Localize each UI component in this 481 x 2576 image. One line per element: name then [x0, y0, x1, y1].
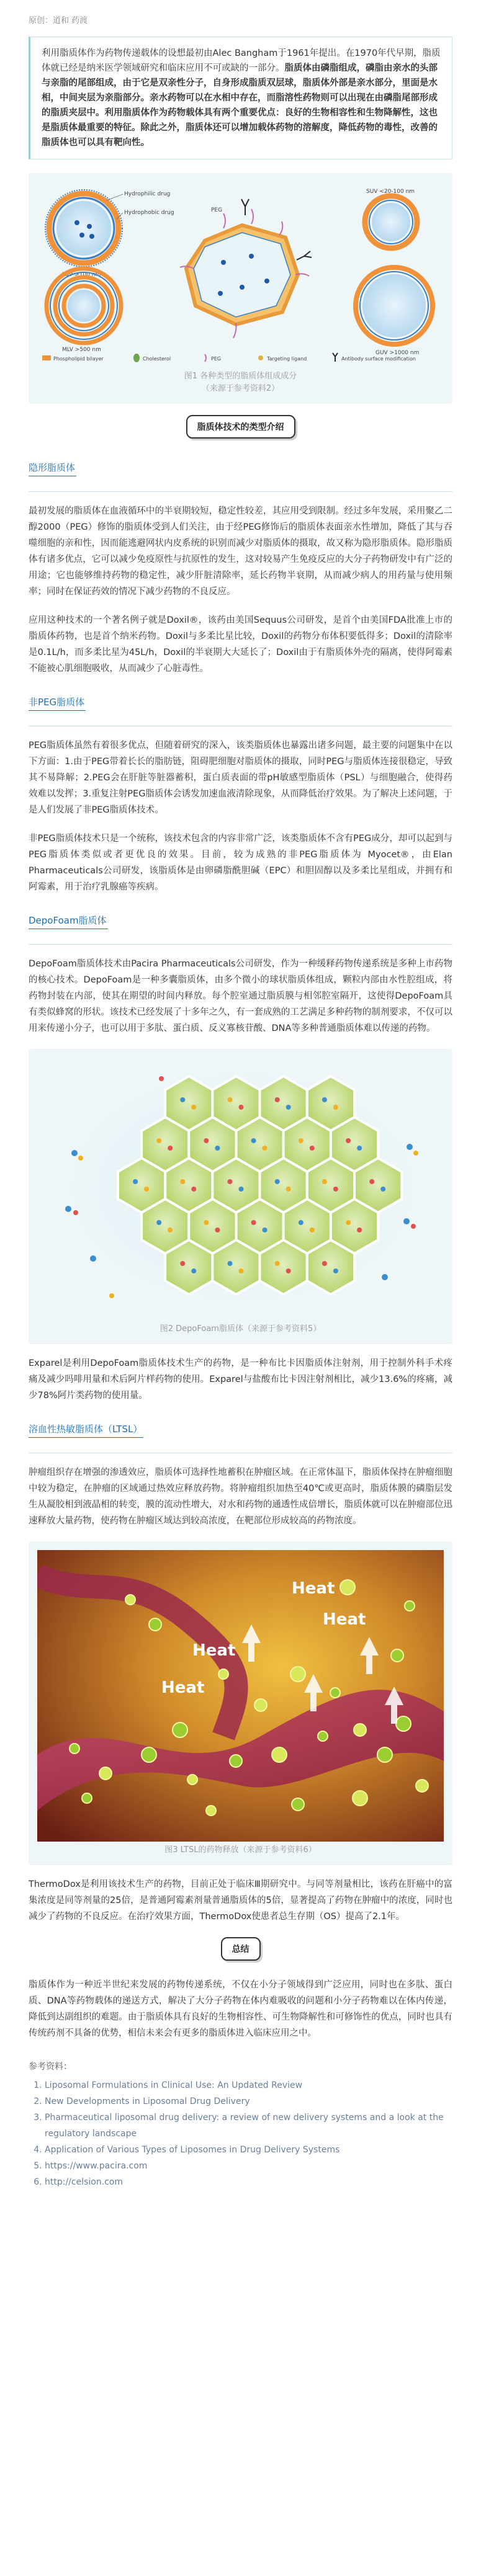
label-luv: LUV >100 nm: [62, 272, 101, 278]
drug-particle: [251, 1138, 256, 1143]
drug-particle: [333, 1268, 338, 1273]
drug-particle: [286, 1105, 291, 1110]
liposome-particle: [173, 1723, 187, 1737]
liposome-particle: [82, 1793, 92, 1803]
drug-particle: [228, 1097, 233, 1102]
drug-particle: [275, 1097, 280, 1102]
depofoam-paragraph-1: DepoFoam脂质体技术由Pacira Pharmaceuticals公司研发，作为一种缓释药物传递系统是多种上市药物的核心技术。DepoFoam是一种多囊脂质体，由多个微小的球状脂质体组成，颗粒内部由水性腔组成，将药物封装在内部，使其在期望的时间内释放。每个腔室通过脂质膜与相邻腔室隔开，这使得DepoFoam具有类似蜂窝的形状。该技术已经发展了十多年之久，有一套成熟的工艺满足多种药物的制剂要求，不仅可以用来传递小分子，也可以用于多肽、蛋白质、反义寡核苷酸、DNA等多种普通脂质体难以传递的药物。: [29, 959, 452, 1033]
luv-liposome: [45, 190, 122, 267]
depofoam-diagram: [37, 1060, 444, 1321]
reference-item[interactable]: 6. http://celsion.com: [45, 2174, 452, 2190]
heat-label: Heat: [192, 1641, 236, 1660]
drug-particle: [263, 1146, 267, 1151]
stealth-paragraph-1: 最初发展的脂质体在血液循环中的半衰期较短，稳定性较差，其应用受到限制。经过多年发展，采用聚乙二醇2000（PEG）修饰的脂质体受到人们关注，由于经PEG修饰后的脂质体表面亲水性增加，降低了其与吞噬细胞的亲和性，因而能逃避网状内皮系统的识别而减少对脂质体的摄取，故又称为隐形脂质体。隐形脂质体有诸多优点，它可以减少免疫原性与抗原性的发生，这对较易产生免疫反应的大分子药物研发中有广泛的用途；它也能够维持药物的稳定性，减少肝脏清除率，延长药物半衰期，从而减少病人的用药量与使用频率；同时在保证药效的情况下减少药物的不良反应。: [29, 506, 452, 597]
drug-particle: [228, 1261, 233, 1266]
drug-particle: [180, 1261, 185, 1266]
summary-paragraph: 脂质体作为一种近半世纪来发展的药物传递系统，不仅在小分子领域得到广泛应用，同时也在多肽、蛋白质、DNA等药物载体的递送方式，解决了大分子药物在体内难吸收的问题和小分子药物难以在体内传递，降低到达副组织的难题。由于脂质体具有良好的生物相容性、可生物降解性和可修饰性的优点，同时也具有传统药剂不具备的优势，相信未来会有更多的脂质体进入临床应用之中。: [29, 1980, 452, 2038]
intro-bold: 脂质体由磷脂组成，磷脂由亲水的头部与亲脂的尾部组成，由于它是双亲性分子，自身形成脂质双层球，脂质体外部是亲水部分，里面是水相，中间夹层为亲脂部分。亲水药物可以在水相中存在，而脂溶性药物则可以出现在由磷脂尾部形成的脂质夹层中。利用脂质体作为药物载体具有两个重要优点：良好的生物相容性和生物降解性，这也是脂质体最重要的特征。除此之外，脂质体还可以增加载体药物的溶解度，降低药物的毒性，改善的脂质体也可以具有靶向性。: [42, 63, 438, 148]
label-guv: GUV >1000 nm: [375, 350, 420, 356]
drug-particle: [204, 1220, 209, 1225]
drug-particle: [322, 1097, 327, 1102]
summary-heading-pill: 总结: [221, 1937, 261, 1961]
liposome-particle: [187, 1775, 197, 1785]
figure-1: [29, 173, 452, 404]
liposome-particle: [354, 1724, 366, 1736]
nonpeg-paragraph-2: 非PEG脂质体技术只是一个统称，该技术包含的内容非常广泛，该类脂质体不含有PEG成分，却可以起到与PEG脂质体类似或者更优良的效果。目前，较为成熟的非PEG脂质体为 Myocet®，由Elan Pharmaceuticals公司研发，该脂质体是由卵磷脂酰胆碱（EPC）和胆固醇以及多柔比星组成，并拥有和阿霉素，用于治疗乳腺癌等疾病。: [29, 834, 452, 892]
drug-particle: [239, 1187, 244, 1192]
reference-item: 4. Application of Various Types of Liposomes in Drug Delivery Systems: [45, 2142, 452, 2158]
label-hydrophilic: Hydrophilic drug: [124, 191, 171, 197]
label-suv: SUV <20-100 nm: [366, 189, 415, 195]
liposome-particle: [254, 1699, 267, 1711]
drug-particle: [239, 1105, 244, 1110]
figure-3: [29, 1541, 452, 1865]
drug-particle: [191, 1187, 196, 1192]
drug-particle: [180, 1097, 185, 1102]
drug-particle: [275, 1179, 280, 1184]
label-peg-top: PEG: [211, 207, 223, 213]
ltsl-paragraph-2: ThermoDox是利用该技术生产的药物，目前正处于临床Ⅲ期研究中。与同等剂量相比，该药在肝癌中的富集浓度是同等剂量的25倍，是普通阿霉素剂量普通脂质体的5倍，显著提高了药物在肿瘤中的浓度，同时也减少了药物的不良反应。在治疗效果方面，ThermoDox使患者总生存期（OS）提高了2.1年。: [29, 1879, 452, 1922]
drug-particle: [215, 1146, 220, 1151]
drug-particle: [357, 1228, 362, 1232]
heat-label: Heat: [323, 1610, 366, 1629]
depofoam-paragraph-2: Exparel是利用DepoFoam脂质体技术生产的药物，是一种布比卡因脂质体注射剂，用于控制外科手术疼痛及减少吗啡用量和术后阿片样药物的使用。Exparel与盐酸布比卡因注射剂相比，减少13.6%的疼痛，减少78%阿片类药物的使用量。: [29, 1358, 452, 1401]
figure1-caption: [37, 368, 444, 399]
ltsl-diagram: [37, 1550, 444, 1842]
drug-particle: [286, 1268, 291, 1273]
drug-particle: [299, 1138, 303, 1143]
ltsl-paragraph-1: 肿瘤组织存在增强的渗透效应，脂质体可选择性地蓄积在肿瘤区域。在正常体温下，脂质体保持在肿瘤细胞中较为稳定，在肿瘤的区域通过热效应释放药物。将肿瘤组织加热至40℃或更高时，脂质体膜的磷脂层发生从凝胶相到液晶相的转变，膜的流动性增大，对水和药物的通透性成倍增长，脂质体就可以在肿瘤部位迅速释放大量药物，使药物在肿瘤区域达到较高浓度，在靶部位形成较高的药物浓度。: [29, 1468, 452, 1526]
references: [29, 2059, 452, 2190]
legend-ligand: Targeting ligand: [267, 356, 307, 362]
liposome-particle: [353, 1791, 367, 1806]
liposome-particle: [99, 1767, 112, 1780]
section-stealth: [29, 455, 452, 677]
drug-particle: [144, 1187, 149, 1192]
liposome-particle: [70, 1744, 79, 1754]
depofoam-chamber: [260, 1240, 307, 1295]
heat-label: Heat: [161, 1678, 205, 1697]
reference-item: 1. Liposomal Formulations in Clinical Use: An Updated Review: [45, 2077, 452, 2093]
drug-particle: [322, 1261, 327, 1266]
liposome-particle: [396, 1716, 411, 1731]
drug-particle: [251, 1220, 256, 1225]
drug-particle: [263, 1228, 267, 1232]
divider: [29, 491, 452, 492]
liposome-particle: [377, 1747, 392, 1762]
types-heading-wrap: [29, 415, 452, 439]
depofoam-chamber: [212, 1240, 259, 1295]
drug-particle: [156, 1138, 161, 1143]
drug-particle: [357, 1146, 362, 1151]
drug-particle: [380, 1187, 385, 1192]
figure3-caption: 图3 LTSL的药物释放（来源于参考资料6）: [164, 1845, 317, 1855]
drug-particle: [275, 1261, 280, 1266]
drug-particle: [299, 1220, 303, 1225]
drug-particle: [286, 1187, 291, 1192]
liposome-particle: [290, 1667, 305, 1682]
drug-particle: [333, 1187, 338, 1192]
guv-liposome: [356, 267, 433, 344]
drug-particle: [180, 1179, 185, 1184]
mlv-liposome: [47, 269, 121, 343]
drug-particle: [204, 1138, 209, 1143]
drug-particle: [133, 1179, 138, 1184]
stealth-paragraph-2: 应用这种技术的一个著名例子就是Doxil®，该药由美国Sequus公司研发，是首个由美国FDA批准上市的脂质体药物，也是首个纳米药物。Doxil与多柔比星比较，Doxil的药物分布体积要低得多；Doxil的清除率是0.1L/h，而多柔比星为45L/h，Doxil的半衰期大大延长了；Doxil由于有脂质体外壳的隔离，使得阿霉素不能被心肌细胞吸收，从而减少了心脏毒性。: [29, 615, 452, 674]
depofoam-chamber: [307, 1240, 354, 1295]
reference-item[interactable]: 5. https://www.pacira.com: [45, 2158, 452, 2174]
source-line: 原创：道和 药渡: [29, 16, 88, 25]
legend-bilayer: Phospholipid bilayer: [53, 356, 104, 362]
references-title: 参考资料：: [29, 2062, 72, 2072]
drug-particle: [369, 1179, 374, 1184]
liposome-particle: [206, 1806, 216, 1816]
liposome-particle: [218, 1669, 228, 1679]
references-list: [29, 2077, 452, 2190]
section-nonpeg: [29, 689, 452, 895]
drug-particle: [215, 1228, 220, 1232]
liposome-particle: [272, 1747, 287, 1762]
figure1-caption-line2: （来源于参考资料2）: [201, 384, 280, 393]
liposome-particle: [330, 1688, 340, 1698]
liposome-particle: [125, 1595, 135, 1605]
liposome-types-diagram: [37, 182, 444, 368]
label-mlv: MLV >500 nm: [62, 347, 101, 353]
reference-item: 2. New Developments in Liposomal Drug Delivery: [45, 2093, 452, 2110]
figure-2: [29, 1049, 452, 1344]
liposome-particle: [230, 1755, 242, 1767]
figure2-caption: 图2 DepoFoam脂质体（来源于参考资料5）: [160, 1324, 321, 1334]
depofoam-chamber: [165, 1240, 212, 1295]
drug-particle: [191, 1268, 196, 1273]
types-heading-pill: 脂质体技术的类型介绍: [186, 415, 295, 439]
liposome-particle: [142, 1747, 156, 1762]
section-title-nonpeg: 非PEG脂质体: [29, 695, 86, 711]
liposome-particle: [416, 1780, 428, 1792]
liposome-particle: [149, 1618, 161, 1631]
legend-peg: PEG: [211, 356, 222, 362]
figure1-caption-line1: 图1 各种类型的脂质体组成成分: [184, 372, 297, 381]
drug-particle: [191, 1105, 196, 1110]
drug-particle: [168, 1146, 173, 1151]
liposome-particle: [391, 1649, 403, 1662]
drug-particle: [322, 1179, 327, 1184]
drug-particle: [168, 1228, 173, 1232]
intro-box: [29, 37, 452, 159]
section-ltsl: [29, 1416, 452, 1925]
section-depofoam: [29, 907, 452, 1404]
divider: [29, 944, 452, 945]
section-title-stealth: 隐形脂质体: [29, 461, 76, 476]
drug-particle: [310, 1146, 315, 1151]
drug-particle: [333, 1105, 338, 1110]
drug-particle: [239, 1268, 244, 1273]
label-hydrophobic: Hydrophobic drug: [124, 210, 174, 216]
drug-particle: [310, 1228, 315, 1232]
drug-particle: [156, 1220, 161, 1225]
liposome-particle: [318, 1731, 328, 1741]
figure1-legend: [42, 353, 416, 362]
drug-particle: [228, 1179, 233, 1184]
intro-lead: 利用脂质体作为药物传递载体的设想最初由Alec Bangham于1961年提出。在1970年代早期，脂质体就已经是纳米医学领域研究和临床应用不可或缺的一部分。: [42, 48, 441, 73]
liposome-particle: [405, 1601, 415, 1611]
legend-antibody: Antibody surface modification: [341, 356, 416, 362]
summary-heading-wrap: [29, 1937, 452, 1961]
legend-cholesterol: Cholesterol: [143, 356, 171, 362]
section-title-depofoam: DepoFoam脂质体: [29, 914, 108, 929]
suv-liposome: [365, 196, 417, 248]
section-title-ltsl: 溶血性热敏脂质体（LTSL）: [29, 1422, 143, 1438]
liposome-particle: [292, 1798, 304, 1811]
drug-particle: [346, 1138, 351, 1143]
peg-liposome: [180, 199, 312, 338]
liposome-particle: [340, 1580, 355, 1595]
nonpeg-paragraph-1: PEG脂质体虽然有着很多优点，但随着研究的深入，该类脂质体也暴露出诸多问题，最主要的问题集中在以下方面：1.由于PEG带着长长的脂肪链，阻碍肥细胞对脂质体的摄取，同时PEG与脂质体连接很稳定，导致其不易降解；2.PEG会在肝脏等脏器蓄积，蛋白质表面的带pH敏感型脂质体（PSL）与细胞融合，使得药效难以发挥；3.重复注射PEG脂质体会诱发加速血液清除现象，从而降低治疗效果。为了解决上述问题，于是人们发展了非PEG脂质体技术。: [29, 741, 452, 815]
heat-label: Heat: [292, 1579, 335, 1598]
drug-particle: [346, 1220, 351, 1225]
reference-item: 3. Pharmaceutical liposomal drug delivery: a review of new delivery systems and a look at the regulatory landscape: [45, 2110, 452, 2142]
